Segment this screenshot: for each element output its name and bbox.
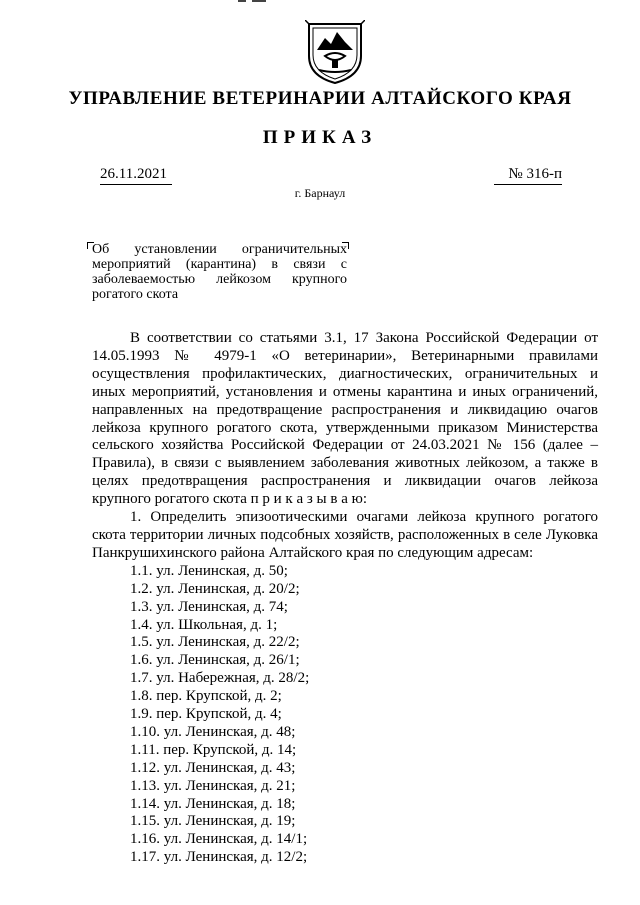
address-item: 1.14. ул. Ленинская, д. 18;	[130, 795, 296, 812]
document-subject: Об установлении ограничительных мероприятий (карантина) в связи с заболеваемостью лейкозом крупного рогатого скота	[92, 242, 347, 302]
document-number: № 316-п	[494, 166, 562, 185]
address-item: 1.13. ул. Ленинская, д. 21;	[130, 777, 296, 794]
document-city: г. Барнаул	[294, 186, 346, 200]
document-body	[92, 330, 598, 867]
address-item: 1.4. ул. Школьная, д. 1;	[130, 616, 278, 633]
address-item: 1.11. пер. Крупской, д. 14;	[130, 741, 297, 758]
address-item: 1.6. ул. Ленинская, д. 26/1;	[130, 652, 300, 669]
document-type: ПРИКАЗ	[262, 127, 378, 148]
address-item: 1.5. ул. Ленинская, д. 22/2;	[130, 634, 300, 651]
address-item: 1.15. ул. Ленинская, д. 19;	[130, 813, 296, 830]
address-list	[92, 563, 598, 867]
preamble-paragraph: В соответствии со статьями 3.1, 17 Закона Российской Федерации от 14.05.1993 № 4979-1 «О ветеринарии», Ветеринарными правилами осуществления профилактических, диагностических, ограничительных и иных мероприятий, установления и отмены карантина и иных ограничений, направленных на предотвращение распространения и ликвидацию очагов лейкоза крупного рогатого скота, утвержденными приказом Министерства сельского хозяйства Российской Федерации от 24.03.2021 № 156 (далее – Правила), в связи с выявлением заболевания животных лейкозом, а также в целях предотвращения распространения и ликвидации очагов лейкоза крупного рогатого скота п р и к а з ы в а ю:	[92, 330, 598, 508]
document-date: 26.11.2021	[100, 166, 172, 185]
agency-name: УПРАВЛЕНИЕ ВЕТЕРИНАРИИ АЛТАЙСКОГО КРАЯ	[68, 88, 572, 109]
address-item: 1.2. ул. Ленинская, д. 20/2;	[130, 580, 300, 597]
address-item: 1.9. пер. Крупской, д. 4;	[130, 706, 282, 723]
scan-artifact	[238, 0, 282, 4]
address-item: 1.12. ул. Ленинская, д. 43;	[130, 759, 296, 776]
address-item: 1.3. ул. Ленинская, д. 74;	[130, 598, 288, 615]
address-item: 1.7. ул. Набережная, д. 28/2;	[130, 670, 310, 687]
address-item: 1.10. ул. Ленинская, д. 48;	[130, 723, 296, 740]
address-item: 1.1. ул. Ленинская, д. 50;	[130, 562, 288, 579]
coat-of-arms-emblem	[305, 20, 365, 86]
address-item: 1.17. ул. Ленинская, д. 12/2;	[130, 849, 308, 866]
address-item: 1.16. ул. Ленинская, д. 14/1;	[130, 831, 308, 848]
address-item: 1.8. пер. Крупской, д. 2;	[130, 688, 282, 705]
point-1-paragraph: 1. Определить эпизоотическими очагами лейкоза крупного рогатого скота территории личных подсобных хозяйств, расположенных в селе Луковка Панкрушихинского района Алтайского края по следующим адресам:	[92, 509, 598, 561]
